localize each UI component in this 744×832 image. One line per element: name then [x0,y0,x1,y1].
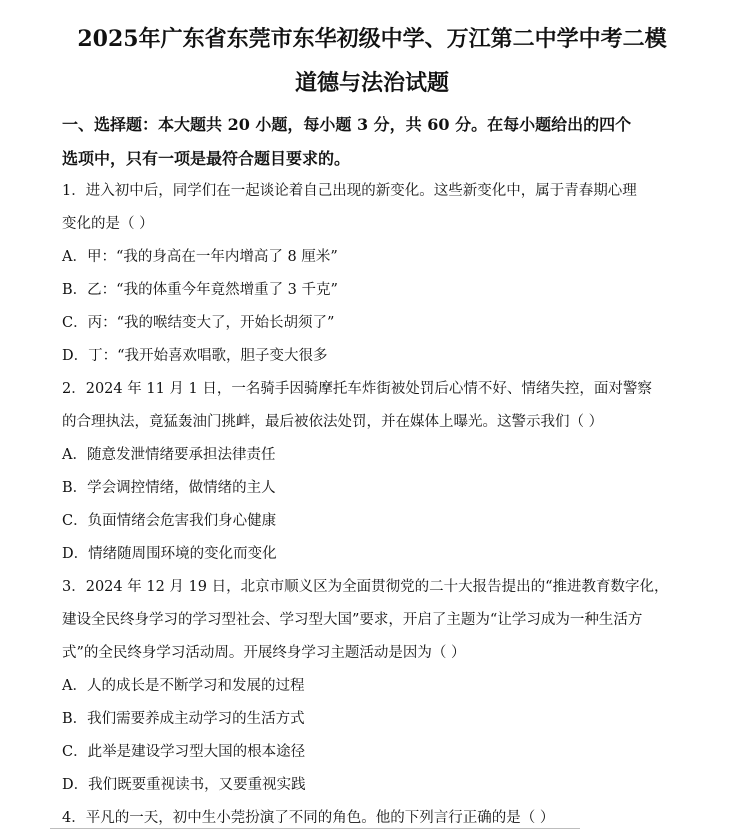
q2-option-a: A．随意发泄情绪要承担法律责任 [62,447,276,463]
q3-option-c: C．此举是建设学习型大国的根本途径 [62,744,306,760]
q1-stem-line2: 变化的是（ ） [62,216,154,232]
q2-option-c: C．负面情绪会危害我们身心健康 [62,513,277,529]
q1-option-a: A．甲：“我的身高在一年内增高了 8 厘米” [62,249,338,265]
q3-stem-line2: 建设全民终身学习的学习型社会、学习型大国”要求，开启了主题为“让学习成为一种生活方 [62,612,643,628]
q2-option-d: D．情绪随周围环境的变化而变化 [62,546,277,562]
section-heading-line1: 一、选择题：本大题共 20 小题，每小题 3 分，共 60 分。在每小题给出的四个 [62,115,632,134]
exam-title-line2: 道德与法治试题 [294,70,449,96]
q2-option-b: B．学会调控情绪，做情绪的主人 [62,480,276,496]
q3-stem-line3: 式”的全民终身学习活动周。开展终身学习主题活动是因为（ ） [62,645,466,661]
q1-stem-line1: 1．进入初中后，同学们在一起谈论着自己出现的新变化。这些新变化中，属于青春期心理 [62,183,637,199]
exam-title-line1: 2025年广东省东莞市东华初级中学、万江第二中学中考二模 [77,26,667,52]
section-heading-line2: 选项中，只有一项是最符合题目要求的。 [62,149,351,168]
q2-stem-line2: 的合理执法，竟猛轰油门挑衅，最后被依法处罚，并在媒体上曝光。这警示我们（ ） [62,414,604,430]
q1-option-b: B．乙：“我的体重今年竟然增重了 3 千克” [62,282,338,298]
bottom-divider [50,828,580,829]
q3-stem-line1: 3．2024 年 12 月 19 日，北京市顺义区为全面贯彻党的二十大报告提出的“推进教育数字化， [62,579,669,595]
q3-option-b: B．我们需要养成主动学习的生活方式 [62,711,305,727]
q3-option-d: D．我们既要重视读书，又要重视实践 [62,777,306,793]
q4-stem-line1: 4．平凡的一天，初中生小莞扮演了不同的角色。他的下列言行正确的是（ ） [62,810,555,826]
q1-option-d: D．丁：“我开始喜欢唱歌，胆子变大很多 [62,348,328,364]
q2-stem-line1: 2．2024 年 11 月 1 日，一名骑手因骑摩托车炸街被处罚后心情不好、情绪失控，面对警察 [62,381,652,397]
q1-option-c: C．丙：“我的喉结变大了，开始长胡须了” [62,315,335,331]
q3-option-a: A．人的成长是不断学习和发展的过程 [62,678,305,694]
